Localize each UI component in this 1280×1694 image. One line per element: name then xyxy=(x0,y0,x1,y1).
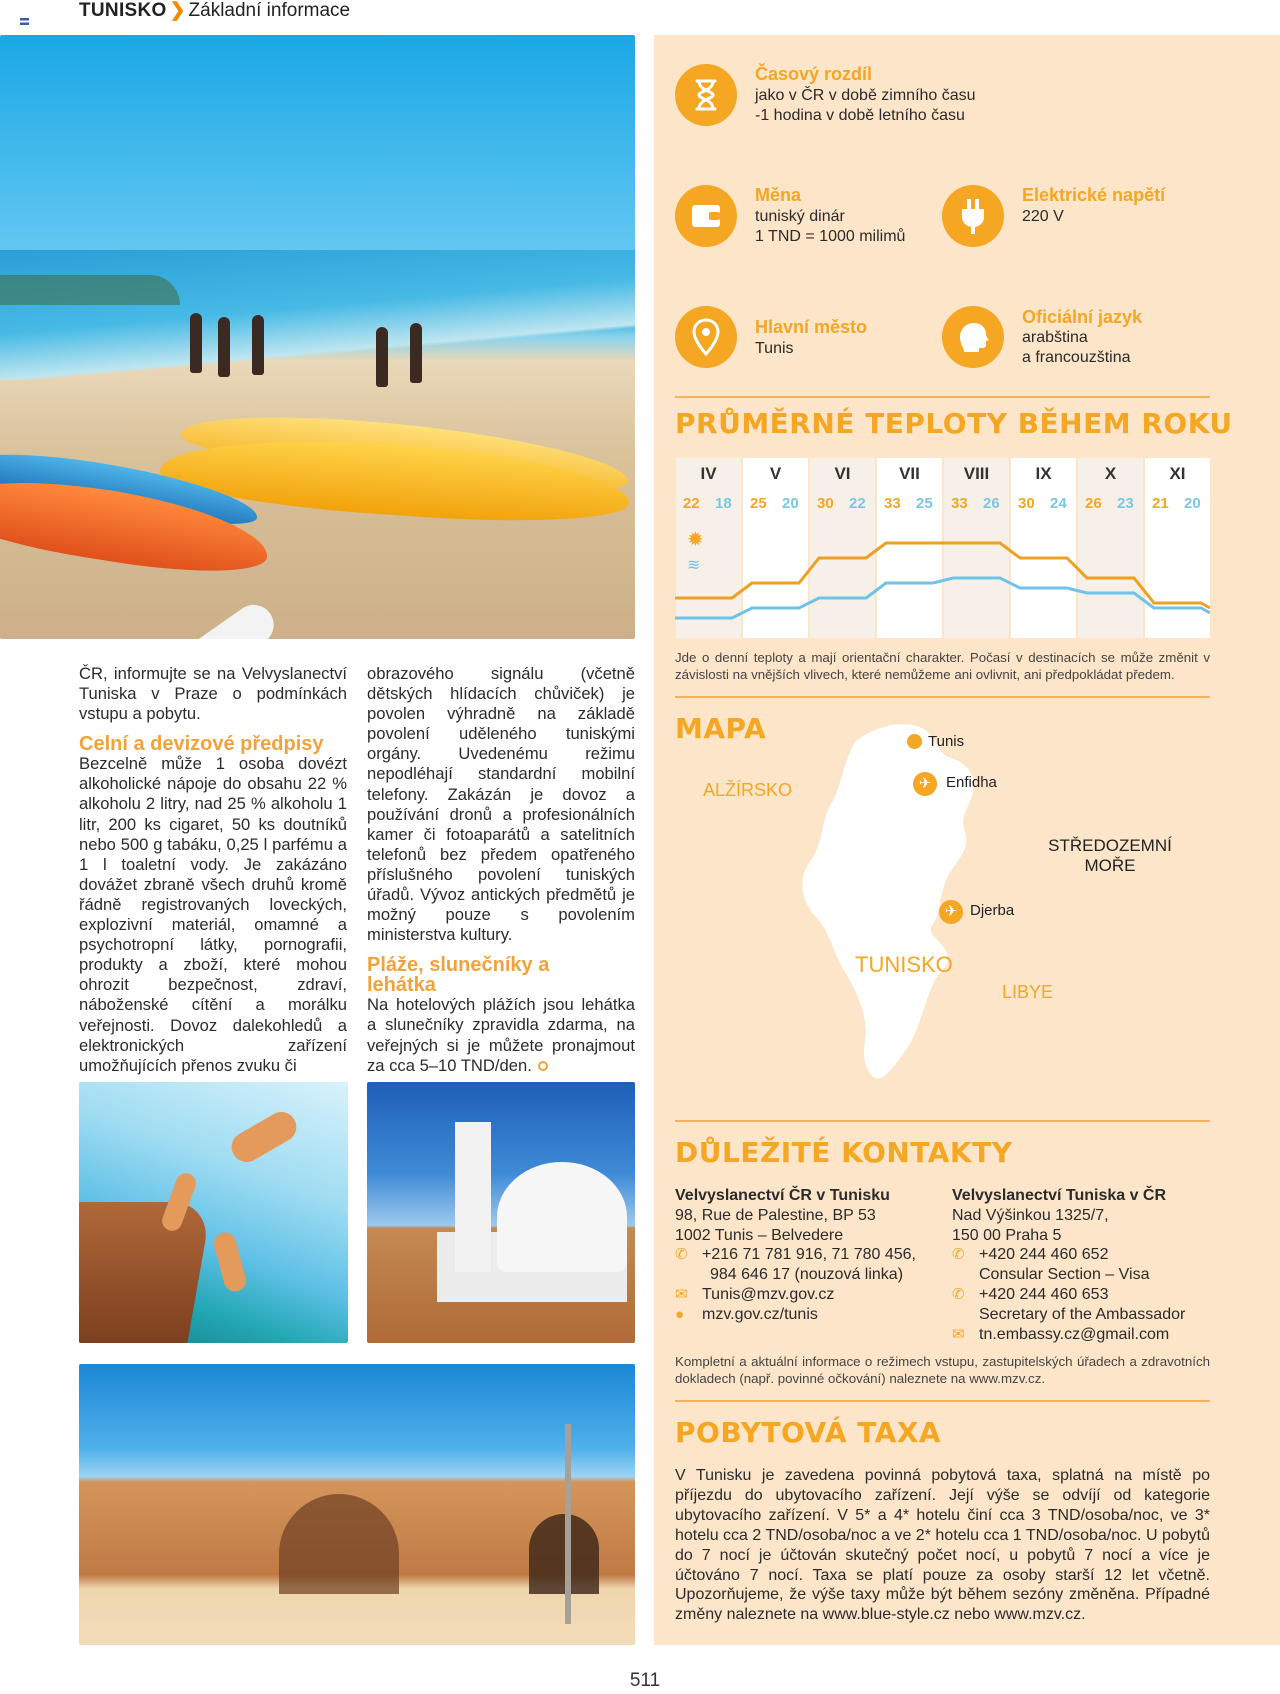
mosque-photo-minaret xyxy=(455,1122,491,1272)
customs-heading: Celní a devizové předpisy xyxy=(79,733,324,756)
map-label-libya: LIBYE xyxy=(1002,982,1054,1002)
info-title: Měna xyxy=(755,185,802,205)
sun-icon: ✹ xyxy=(687,529,704,551)
contacts-title: DŮLEŽITÉ KONTAKTY xyxy=(675,1136,1013,1169)
contacts-note: Kompletní a aktuální informace o režimech vstupu, zastupitelských úřadech a zdravotních dokladech (např. povinné očkování) naleznete na www.mzv.cz. xyxy=(675,1354,1210,1386)
end-mark-icon xyxy=(538,1061,548,1071)
contact-address-line: Nad Výšinkou 1325/7, xyxy=(952,1206,1109,1224)
map-label-sea-line: MOŘE xyxy=(1084,856,1136,875)
contact-phone xyxy=(675,1245,916,1265)
info-value xyxy=(755,339,794,359)
tax-text: V Tunisku je zavedena povinná pobytová taxa, splatná na místě po příjezdu do ubytovacího zařízení. Její výše se odvíjí od kategorie ubytovacího zařízení. V 5* a 4* hotelu činí cca 3 TND/osoba/noc, ve 3* hotelu cca 2 TND/osoba/noc a ve 2* hotelu cca 1 TND/osoba/noc. U pobytů do 7 nocí je účtován skutečný počet nocí, u pobytů 7 nocí a více je účtováno 7 nocí. Taxa se platí pouze za osoby starší 12 let včetně. Upozorňujeme, že výše taxy může být během sezóny změněna. Případné změny naleznete na www.blue-style.cz nebo www.mzv.cz. xyxy=(675,1467,1210,1624)
temperature-sea-value: 20 xyxy=(1184,495,1201,512)
info-title: Elektrické napětí xyxy=(1022,185,1166,205)
map-label-tunisia: TUNISKO xyxy=(855,952,953,977)
contact-phone-line[interactable]: +420 244 460 652 xyxy=(979,1246,1109,1264)
contact-phone-label-text: Secretary of the Ambassador xyxy=(979,1305,1186,1323)
contact-name: Velvyslanectví Tuniska v ČR xyxy=(952,1187,1167,1204)
wave-icon: ≋ xyxy=(687,557,701,574)
ruins-photo xyxy=(79,1364,635,1645)
temperature-sea-value: 22 xyxy=(849,495,866,512)
contact-phone-line[interactable]: +216 71 781 916, 71 780 456, xyxy=(702,1246,916,1264)
section-divider xyxy=(675,1400,1210,1402)
temperature-month-column xyxy=(675,458,742,638)
contact-email xyxy=(675,1285,916,1305)
page-number: 511 xyxy=(629,1670,661,1691)
temperature-sea-value: 20 xyxy=(782,495,799,512)
ruins-photo-arch xyxy=(529,1514,599,1594)
ruins-photo-pole xyxy=(565,1424,571,1624)
beach-photo-person xyxy=(190,313,202,373)
temperature-sea-value: 24 xyxy=(1050,495,1067,512)
contact-phone-label-text: Consular Section – Visa xyxy=(979,1266,1150,1284)
temperature-chart xyxy=(675,458,1210,638)
airplane-icon: ✈ xyxy=(939,900,963,924)
beach-photo xyxy=(0,35,635,639)
article-column-1 xyxy=(79,664,347,1076)
breadcrumb-section: Základní informace xyxy=(188,0,351,21)
jumping-photo-figure xyxy=(212,1230,249,1294)
contact-phone-label xyxy=(952,1305,1185,1325)
info-value-line: 220 V xyxy=(1022,208,1064,225)
map-title: MAPA xyxy=(675,712,767,745)
ruins-photo-arch xyxy=(279,1494,399,1594)
contact-czech-embassy xyxy=(675,1186,916,1325)
info-value-line: a francouzština xyxy=(1022,348,1131,366)
temperature-day-value: 25 xyxy=(750,495,767,512)
contact-name: Velvyslanectví ČR v Tunisku xyxy=(675,1187,890,1204)
contact-phone-label xyxy=(952,1265,1185,1285)
globe-icon: ● xyxy=(675,1305,685,1323)
temperature-month-column xyxy=(943,458,1010,638)
airplane-icon: ✈ xyxy=(913,772,937,796)
info-value-line: -1 hodina v době letního času xyxy=(755,106,965,124)
beaches-text-body: Na hotelových plážích jsou lehátka a slunečníky zpravidla zdarma, na veřejných si je můžete pronajmout za cca 5–10 TND/den. xyxy=(367,995,635,1075)
info-title: Oficiální jazyk xyxy=(1022,307,1143,327)
info-value xyxy=(1022,328,1131,367)
beach-photo-float xyxy=(168,597,281,639)
contact-address-line: 150 00 Praha 5 xyxy=(952,1226,1062,1244)
hourglass-icon xyxy=(675,64,737,126)
breadcrumb xyxy=(79,0,350,22)
map-place-enfidha: Enfidha xyxy=(946,774,997,791)
customs-text: Bezcelně může 1 osoba dovézt alkoholické nápoje do obsahu 22 % alkoholu 2 litry, nad 25 % alkoholu 1 litr, 200 ks cigaret, 50 ks doutníků nebo 500 g tabáku, 0,25 l parfému a 1 l toaletní vody. Je zakázáno dovážet zbraně všech druhů kromě řádně registrovaných loveckých, explozivní materiál, omamné a psychotropní látky, pornografii, produkty a zboží, které mohou ohrozit bezpečnost, zdraví, náboženské cítění a morálku veřejnosti. Dovoz dalekohledů a elektronických zařízení umožňujících přenos zvuku či xyxy=(79,754,347,1075)
jumping-photo xyxy=(79,1082,348,1343)
contact-phone-extra xyxy=(675,1265,916,1285)
email-icon: ✉ xyxy=(675,1285,688,1303)
temperature-month-column xyxy=(876,458,943,638)
contact-web xyxy=(675,1305,916,1325)
section-divider xyxy=(675,396,1210,398)
temperature-month-label: XI xyxy=(1169,464,1186,483)
plug-icon xyxy=(942,185,1004,247)
beach-photo-person xyxy=(410,323,422,383)
info-value xyxy=(755,86,976,125)
beach-photo-shore xyxy=(0,275,180,305)
location-pin-icon xyxy=(675,306,737,368)
article-column-2 xyxy=(367,664,635,1076)
flag-icon xyxy=(20,18,29,25)
temperature-sea-value: 23 xyxy=(1117,495,1134,512)
beaches-text xyxy=(367,995,635,1075)
temperature-month-label: IX xyxy=(1035,464,1052,483)
temperature-sea-value: 25 xyxy=(916,495,933,512)
map-place-djerba: Djerba xyxy=(970,902,1015,919)
temperature-month-column xyxy=(1010,458,1077,638)
tunisia-map-shape xyxy=(675,702,1210,1092)
contact-email xyxy=(952,1325,1185,1345)
contact-web-link[interactable]: mzv.gov.cz/tunis xyxy=(702,1305,818,1323)
beach-photo-sea xyxy=(0,250,635,380)
temperatures-title: PRŮMĚRNÉ TEPLOTY BĚHEM ROKU xyxy=(675,407,1233,440)
temperature-day-value: 33 xyxy=(884,495,901,512)
info-title: Hlavní město xyxy=(755,317,868,337)
temperature-sea-value: 26 xyxy=(983,495,1000,512)
contact-email-link[interactable]: tn.embassy.cz@gmail.com xyxy=(979,1325,1170,1343)
contact-email-link[interactable]: Tunis@mzv.gov.cz xyxy=(702,1285,835,1303)
temperature-sea-value: 18 xyxy=(715,495,732,512)
phone-icon: ✆ xyxy=(675,1246,688,1264)
temperature-day-value: 26 xyxy=(1085,495,1102,512)
tunisia-map xyxy=(675,702,1210,1092)
temperature-month-column xyxy=(809,458,876,638)
phone-icon: ✆ xyxy=(952,1285,965,1303)
contact-phone-line[interactable]: 984 646 17 (nouzová linka) xyxy=(710,1266,904,1284)
section-divider xyxy=(675,696,1210,698)
contact-phone xyxy=(952,1285,1185,1305)
breadcrumb-country: TUNISKO xyxy=(79,0,167,21)
info-value xyxy=(1022,207,1064,227)
phone-icon: ✆ xyxy=(952,1246,965,1264)
temperature-month-column xyxy=(1144,458,1211,638)
temperature-month-column xyxy=(742,458,809,638)
temperature-day-value: 30 xyxy=(817,495,834,512)
wallet-icon xyxy=(675,185,737,247)
temperature-month-label: IV xyxy=(700,464,717,483)
beach-photo-person xyxy=(218,317,230,377)
info-capital xyxy=(675,306,925,376)
info-title: Časový rozdíl xyxy=(755,64,873,84)
map-label-algeria: ALŽÍRSKO xyxy=(703,780,793,800)
temperature-day-value: 33 xyxy=(951,495,968,512)
contact-phone-line[interactable]: +420 244 460 653 xyxy=(979,1285,1109,1303)
temperature-month-label: VI xyxy=(834,464,851,483)
page-header xyxy=(0,0,1280,24)
map-dot-icon xyxy=(907,734,922,749)
beach-photo-person xyxy=(376,327,388,387)
temperature-month-label: V xyxy=(769,464,782,483)
temperature-day-value: 21 xyxy=(1152,495,1169,512)
temperature-day-value: 30 xyxy=(1018,495,1035,512)
jumping-photo-boat xyxy=(79,1202,212,1343)
contact-tunisian-embassy xyxy=(952,1186,1185,1344)
info-currency xyxy=(675,185,925,255)
chevron-right-icon: ❯ xyxy=(169,0,186,21)
temperature-month-column xyxy=(1077,458,1144,638)
info-value-line: Tunis xyxy=(755,340,794,357)
tax-title: POBYTOVÁ TAXA xyxy=(675,1416,942,1449)
contact-address-line: 1002 Tunis – Belvedere xyxy=(675,1226,844,1244)
info-value-line: tuniský dinár xyxy=(755,208,845,225)
article-intro: ČR, informujte se na Velvyslanectví Tuniska v Praze o podmínkách vstupu a pobytu. xyxy=(79,664,347,724)
section-divider xyxy=(675,1120,1210,1122)
info-value-line: 1 TND = 1000 milimů xyxy=(755,227,906,245)
info-value-line: arabština xyxy=(1022,329,1088,346)
mosque-photo xyxy=(367,1082,635,1343)
beach-photo-person xyxy=(252,315,264,375)
mosque-photo-dome xyxy=(497,1162,627,1272)
contact-address-line: 98, Rue de Palestine, BP 53 xyxy=(675,1206,876,1224)
beaches-heading: Pláže, slunečníky a lehátka xyxy=(367,954,550,997)
info-language xyxy=(942,306,1207,376)
temperature-month-label: VII xyxy=(899,464,920,483)
map-place-tunis: Tunis xyxy=(928,733,965,750)
info-time-difference xyxy=(675,64,995,134)
temperature-day-value: 22 xyxy=(683,495,700,512)
map-label-sea xyxy=(1035,836,1185,876)
email-icon: ✉ xyxy=(952,1325,965,1343)
jumping-photo-figure xyxy=(226,1107,302,1168)
temperature-note: Jde o denní teploty a mají orientační charakter. Počasí v destinacích se může změnit v závislosti na vnějších vlivech, které nemůžeme ani ovlivnit, ani předpokládat předem. xyxy=(675,650,1210,682)
info-value xyxy=(755,207,905,246)
contact-phone xyxy=(952,1245,1185,1265)
speaking-head-icon xyxy=(942,306,1004,368)
info-value-line: jako v ČR v době zimního času xyxy=(755,87,976,104)
map-label-sea-line: STŘEDOZEMNÍ xyxy=(1048,836,1172,855)
customs-text-continued: obrazového signálu (včetně dětských hlídacích chůviček) je povolen výhradně na základě povolení uděleného tuniskými orgány. Uvedenému režimu nepodléhají standardní mobilní telefony. Zakázán je dovoz a používání dronů a profesionálních kamer či fotoaparátů a satelitních telefonů bez předem opatřeného příslušného povolení tuniských úřadů. Vývoz antických předmětů je možný pouze s povolením ministerstva kultury. xyxy=(367,664,635,945)
info-voltage xyxy=(942,185,1207,255)
temperature-month-label: VIII xyxy=(963,464,990,483)
temperature-month-label: X xyxy=(1104,464,1117,483)
